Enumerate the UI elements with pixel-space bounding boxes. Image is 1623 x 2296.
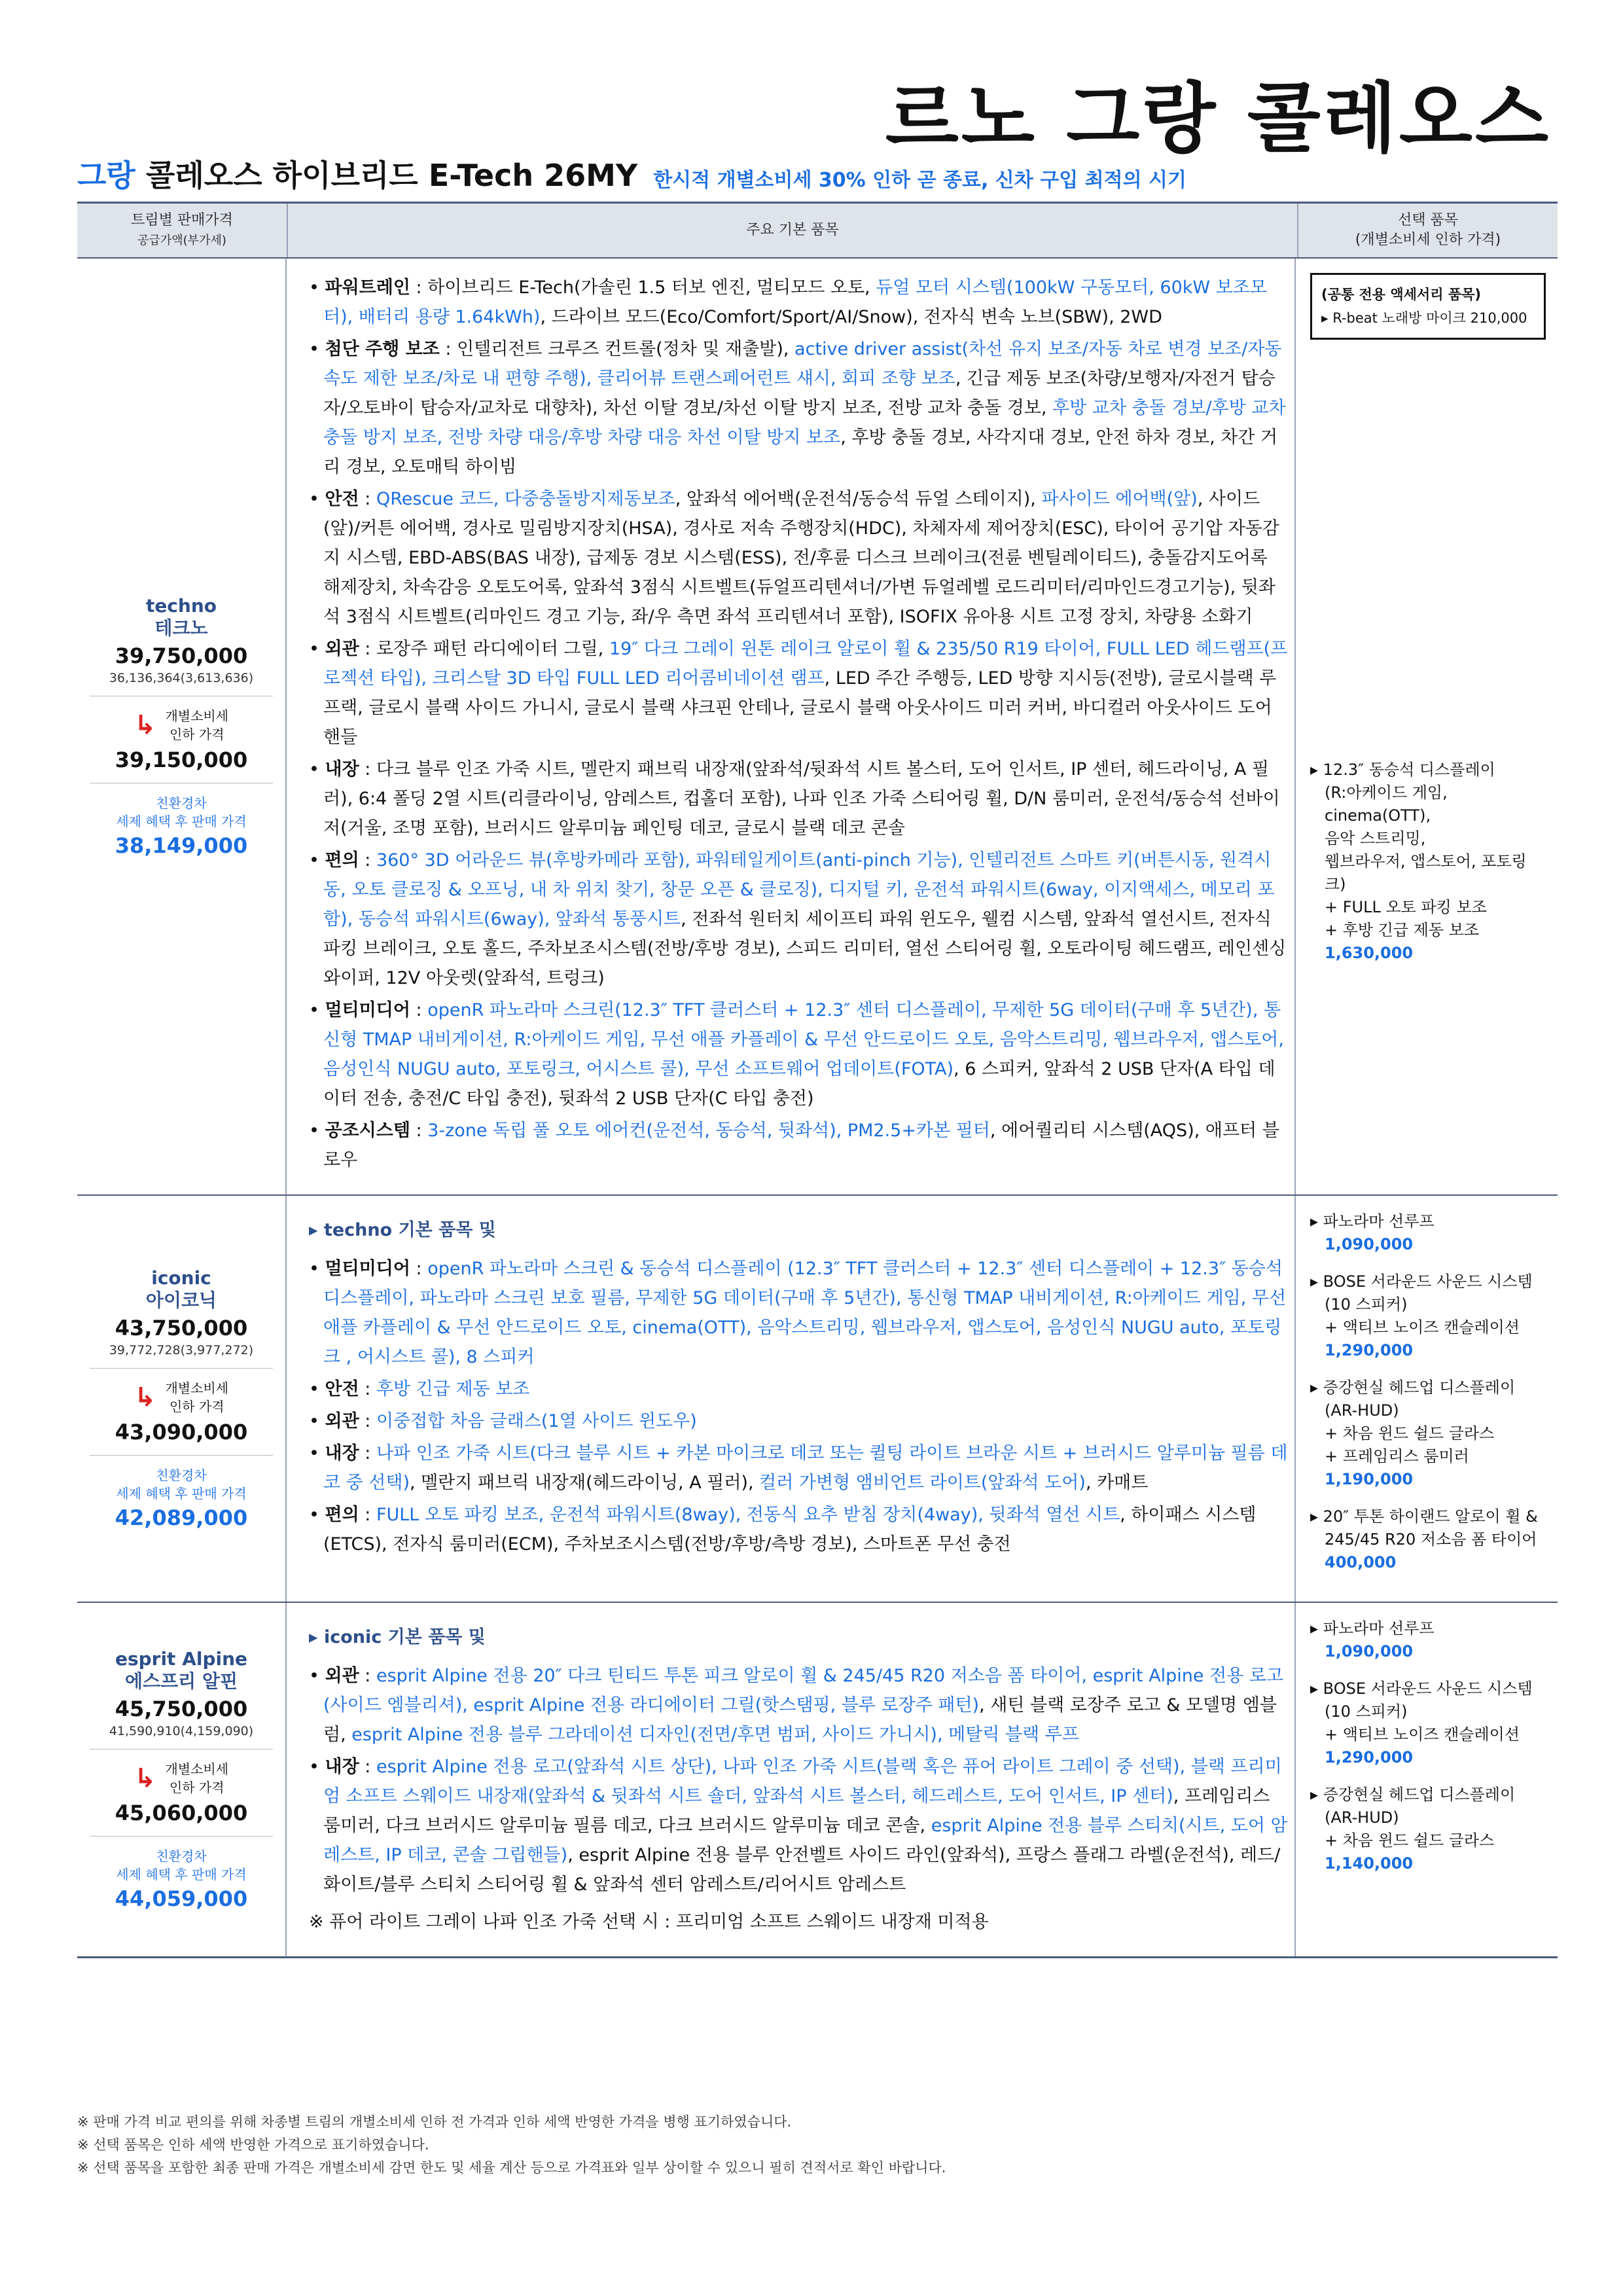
alpine-note: ※ 퓨어 라이트 그레이 나파 인조 가죽 선택 시 : 프리미엄 소프트 스웨이드 내장재 미적용: [309, 1912, 989, 1932]
feature-item: • 안전 : QRescue 코드, 다중충돌방지제동보조, 앞좌석 에어백(운전석/동승석 듀얼 스테이지), 파사이드 에어백(앞), 사이드(앞)/커튼 에어백, 경사로 밀림방지장치(HSA), 경사로 저속 주행장치(HDC), 차체자세 제어장치(ESC), 타이어 공기압 자동감지 시스템, EBD-ABS(BAS 내장), 급제동 경보 시스템(ESS), 전/후륜 디스크 브레이크(전륜 벤틸레이티드), 충돌감지도어록 해제장치, 차속감응 오토도어록, 앞좌석 3점식 시트벨트(듀얼프리텐셔너/가변 듀얼레벨 로드리미터/리마인드경고기능), 뒷좌석 3점식 시트벨트(리마인드 경고 기능, 좌/우 측면 좌석 프리텐셔너 포함), ISOFIX 유아용 시트 고정 장치, 차량용 소화기: [309, 489, 1279, 627]
option-price: 1,290,000: [1325, 1748, 1414, 1767]
feature-item: • 안전 : 후방 긴급 제동 보조: [309, 1379, 530, 1399]
feature-item: • 파워트레인 : 하이브리드 E-Tech(가솔린 1.5 터보 엔진, 멀티모드 오토, 듀얼 모터 시스템(100kW 구동모터, 60kW 보조모터), 배터리 용량 1.64kWh), 드라이브 모드(Eco/Comfort/Sport/AI/Snow), 전자식 변속 노브(SBW), 2WD: [309, 278, 1267, 327]
discount-price: 43,090,000: [90, 1420, 273, 1456]
eco-label: 친환경차 세제 혜택 후 판매 가격: [116, 1848, 247, 1882]
option-price: 400,000: [1325, 1553, 1397, 1571]
feature-item: • 첨단 주행 보조 : 인텔리전트 크루즈 컨트롤(정차 및 재출발), active driver assist(차선 유지 보조/자동 차로 변경 보조/자동 속도 제한 보조/차로 내 편향 주행), 클리어뷰 트랜스페어런트 섀시, 회피 조향 보조, 긴급 제동 보조(차량/보행자/자전거 탑승자/오토바이 탑승자/교차로 대향차), 차선 이탈 경보/차선 이탈 방지 보조, 전방 교차 충돌 경보, 후방 교차 충돌 경보/후방 교차 충돌 방지 보조, 전방 차량 대응/후방 차량 대응 차선 이탈 방지 보조, 후방 충돌 경보, 사각지대 경보, 안전 하차 경보, 차간 거리 경보, 오토매틱 하이빔: [309, 339, 1286, 477]
features-cell: [287, 1603, 1296, 1956]
option-item: ▸ 12.3″ 동승석 디스플레이 (R:아케이드 게임, cinema(OTT), 음악 스트리밍, 웹브라우저, 앱스토어, 포토링크) + FULL 오토 파킹 보조 + 후방 긴급 제동 보조 1,630,000: [1310, 759, 1546, 965]
trim-price-cell: [77, 1196, 287, 1602]
eco-label: 친환경차 세제 혜택 후 판매 가격: [116, 1467, 247, 1501]
subtitle-highlight: 그랑: [77, 158, 135, 193]
feature-item: • 외관 : 이중접합 차음 글래스(1열 사이드 윈도우): [309, 1411, 697, 1431]
option-item: ▸ 20″ 투톤 하이랜드 알로이 휠 & 245/45 R20 저소음 폼 타이어 400,000: [1310, 1505, 1546, 1574]
discount-block: ↳ 개별소비세 인하 가격: [134, 1761, 229, 1795]
options-cell: [1296, 259, 1555, 1194]
brand-title: 르노 그랑 콜레오스: [885, 75, 1551, 163]
trim-price: 45,750,000: [115, 1696, 248, 1721]
eco-label: 친환경차 세제 혜택 후 판매 가격: [116, 795, 247, 829]
eco-price: 44,059,000: [115, 1886, 248, 1911]
trim-price: 39,750,000: [115, 643, 248, 668]
trim-name-en: iconic: [151, 1267, 211, 1289]
trim-supply: 41,590,910(4,159,090): [90, 1724, 273, 1749]
header-price-col: 트림별 판매가격 공급가액(부가세): [77, 204, 288, 257]
subtitle-main: 콜레오스 하이브리드 E-Tech 26MY: [135, 158, 638, 193]
discount-price: 45,060,000: [90, 1801, 273, 1837]
price-table: [77, 202, 1558, 1958]
option-price: 1,140,000: [1325, 1854, 1414, 1873]
feature-item: • 외관 : esprit Alpine 전용 20″ 다크 틴티드 투톤 피크 알로이 휠 & 245/45 R20 저소음 폼 타이어, esprit Alpine 전용 로고(사이드 엠블리셔), esprit Alpine 전용 라디에이터 그릴(핫스탬핑, 블루 로장주 패턴), 새틴 블랙 로장주 로고 & 모델명 엠블럼, esprit Alpine 전용 블루 그라데이션 디자인(전면/후면 범퍼, 사이드 가니시), 메탈릭 블랙 루프: [309, 1666, 1284, 1745]
trim-name-ko: 아이코닉: [145, 1289, 217, 1311]
feature-item: • 편의 : 360° 3D 어라운드 뷰(후방카메라 포함), 파워테일게이트(anti-pinch 기능), 인텔리전트 스마트 키(버튼시동, 원격시동, 오토 클로징 & 오프닝, 내 차 위치 찾기, 창문 오픈 & 클로징), 디지털 키, 운전석 파워시트(6way, 이지액세스, 메모리 포함), 동승석 파워시트(6way), 앞좌석 통풍시트, 전좌석 원터치 세이프티 파워 윈도우, 웰컴 시스템, 앞좌석 열선시트, 전자식 파킹 브레이크, 오토 홀드, 주차보조시스템(전방/후방 경보), 스피드 리미터, 열선 스티어링 휠, 오토라이팅 헤드램프, 레인센싱 와이퍼, 12V 아웃렛(앞좌석, 트렁크): [309, 850, 1287, 988]
trim-supply: 39,772,728(3,977,272): [90, 1343, 273, 1369]
feature-item: • 공조시스템 : 3-zone 독립 풀 오토 에어컨(운전석, 동승석, 뒷좌석), PM2.5+카본 필터, 에어퀄리티 시스템(AQS), 애프터 블로우: [309, 1121, 1279, 1170]
option-price: 1,090,000: [1325, 1235, 1414, 1253]
header-features-col: 주요 기본 품목: [288, 204, 1298, 257]
footnotes: [77, 2111, 946, 2179]
trim-row-techno: [77, 259, 1558, 1196]
trim-name-en: esprit Alpine: [115, 1648, 248, 1670]
eco-price: 38,149,000: [115, 833, 248, 858]
trim-name-en: techno: [145, 595, 217, 617]
feature-item: • 내장 : 나파 인조 가죽 시트(다크 블루 시트 + 카본 마이크로 데코 또는 퀼팅 라이트 브라운 시트 + 브러시드 알루미늄 필름 데코 중 선택), 멜란지 패브릭 내장재(헤드라이닝, A 필러), 컬러 가변형 앰비언트 라이트(앞좌석 도어), 카매트: [309, 1443, 1288, 1493]
features-cell: [287, 259, 1296, 1194]
trim-supply: 36,136,364(3,613,636): [90, 671, 273, 696]
trim-price-cell: [77, 1603, 287, 1956]
trim-name-ko: 에스프리 알핀: [124, 1670, 238, 1692]
discount-block: ↳ 개별소비세 인하 가격: [134, 708, 229, 742]
eco-price: 42,089,000: [115, 1505, 248, 1530]
footnote: ※ 선택 품목을 포함한 최종 판매 가격은 개별소비세 감면 한도 및 세율 계산 등으로 가격표와 일부 상이할 수 있으니 필히 견적서로 확인 바랍니다.: [77, 2160, 946, 2176]
inherit-label: ▸ techno 기본 품목 및: [309, 1220, 496, 1240]
option-price: 1,090,000: [1325, 1642, 1414, 1660]
feature-item: • 외관 : 로장주 패턴 라디에이터 그릴, 19″ 다크 그레이 윈톤 레이크 알로이 휠 & 235/50 R19 타이어, FULL LED 헤드램프(프로젝션 타입), 크리스탈 3D 타입 FULL LED 리어콤비네이션 램프, LED 주간 주행등, LED 방향 지시등(전방), 글로시블랙 루프랙, 글로시 블랙 사이드 가니시, 글로시 블랙 샤크핀 안테나, 글로시 블랙 아웃사이드 미러 커버, 바디컬러 아웃사이드 도어 핸들: [309, 639, 1288, 747]
feature-item: • 멀티미디어 : openR 파노라마 스크린 & 동승석 디스플레이 (12.3″ TFT 클러스터 + 12.3″ 센터 디스플레이 + 12.3″ 동승석 디스플레이, 파노라마 스크린 보호 필름, 무제한 5G 데이터(구매 후 5년간), 통신형 TMAP 내비게이션, R:아케이드 게임, 무선 애플 카플레이 & 무선 안드로이드 오토, cinema(OTT), 음악스트리밍, 웹브라우저, 앱스토어, 음성인식 NUGU auto, 포토링크 , 어시스트 콜), 8 스피커: [309, 1259, 1287, 1367]
trim-name-ko: 테크노: [154, 617, 208, 639]
options-cell: [1296, 1196, 1555, 1602]
inherit-label: ▸ iconic 기본 품목 및: [309, 1627, 486, 1647]
option-item: ▸ BOSE 서라운드 사운드 시스템 (10 스피커) + 액티브 노이즈 캔슬레이션 1,290,000: [1310, 1270, 1546, 1362]
options-cell: [1296, 1603, 1555, 1956]
page-subtitle: [77, 152, 1186, 195]
accessory-box: (공통 전용 액세서리 품목) ▸ R-beat 노래방 마이크 210,000: [1310, 273, 1546, 340]
features-cell: [287, 1196, 1296, 1602]
feature-item: • 내장 : 다크 블루 인조 가죽 시트, 멜란지 패브릭 내장재(앞좌석/뒷좌석 시트 볼스터, 도어 인서트, IP 센터, 헤드라이닝, A 필러), 6:4 폴딩 2열 시트(리클라이닝, 암레스트, 컵홀더 포함), 나파 인조 가죽 스티어링 휠, D/N 룸미러, 운전석/동승석 선바이저(거울, 조명 포함), 브러시드 알루미늄 페인팅 데코, 글로시 블랙 데코 콘솔: [309, 759, 1280, 838]
option-item: ▸ 파노라마 선루프 1,090,000: [1310, 1210, 1546, 1256]
trim-row-alpine: [77, 1603, 1558, 1956]
footnote: ※ 판매 가격 비교 편의를 위해 차종별 트림의 개별소비세 인하 전 가격과 인하 세액 반영한 가격을 병행 표기하였습니다.: [77, 2114, 792, 2130]
discount-price: 39,150,000: [90, 747, 273, 783]
option-item: ▸ 증강현실 헤드업 디스플레이 (AR-HUD) + 차음 윈드 쉴드 글라스 1,140,000: [1310, 1784, 1546, 1875]
trim-price: 43,750,000: [115, 1316, 248, 1340]
option-price: 1,190,000: [1325, 1470, 1414, 1488]
option-item: ▸ 증강현실 헤드업 디스플레이 (AR-HUD) + 차음 윈드 쉴드 글라스 + 프레임리스 룸미러 1,190,000: [1310, 1376, 1546, 1491]
option-item: ▸ 파노라마 선루프 1,090,000: [1310, 1617, 1546, 1663]
table-header: [77, 204, 1558, 259]
arrow-icon: ↳: [134, 710, 156, 740]
header-options-col: 선택 품목 (개별소비세 인하 가격): [1355, 212, 1501, 248]
feature-item: • 내장 : esprit Alpine 전용 로고(앞좌석 시트 상단), 나파 인조 가죽 시트(블랙 혹은 퓨어 라이트 그레이 중 선택), 블랙 프리미엄 소프트 스웨이드 내장재(앞좌석 & 뒷좌석 시트 숄더, 앞좌석 시트 볼스터, 헤드레스트, 도어 인서트, IP 센터), 프레임리스 룸미러, 다크 브러시드 알루미늄 필름 데코, 다크 브러시드 알루미늄 데코 콘솔, esprit Alpine 전용 블루 스티치(시트, 도어 암레스트, IP 데코, 콘솔 그립핸들), esprit Alpine 전용 블루 안전벨트 사이드 라인(앞좌석), 프랑스 플래그 라벨(운전석), 레드/화이트/블루 스티치 스티어링 휠 & 앞좌석 센터 암레스트/리어시트 암레스트: [309, 1757, 1288, 1895]
arrow-icon: ↳: [134, 1763, 156, 1793]
option-price: 1,630,000: [1325, 944, 1414, 962]
feature-item: • 멀티미디어 : openR 파노라마 스크린(12.3″ TFT 클러스터 + 12.3″ 센터 디스플레이, 무제한 5G 데이터(구매 후 5년간), 통신형 TMAP 내비게이션, R:아케이드 게임, 무선 애플 카플레이 & 무선 안드로이드 오토, 음악스트리밍, 웹브라우저, 앱스토어, 음성인식 NUGU auto, 포토링크, 어시스트 콜), 무선 소프트웨어 업데이트(FOTA), 6 스피커, 앞좌석 2 USB 단자(A 타입 데이터 전송, 충전/C 타입 충전), 뒷좌석 2 USB 단자(C 타입 충전): [309, 1000, 1284, 1109]
option-item: ▸ BOSE 서라운드 사운드 시스템 (10 스피커) + 액티브 노이즈 캔슬레이션 1,290,000: [1310, 1677, 1546, 1769]
trim-row-iconic: [77, 1196, 1558, 1603]
arrow-icon: ↳: [134, 1382, 156, 1412]
feature-item: • 편의 : FULL 오토 파킹 보조, 운전석 파워시트(8way), 전동식 요추 받침 장치(4way), 뒷좌석 열선 시트, 하이패스 시스템(ETCS), 전자식 룸미러(ECM), 주차보조시스템(전방/후방/측방 경보), 스마트폰 무선 충전: [309, 1505, 1257, 1554]
discount-block: ↳ 개별소비세 인하 가격: [134, 1380, 229, 1414]
option-price: 1,290,000: [1325, 1341, 1414, 1359]
trim-price-cell: [77, 259, 287, 1194]
footnote: ※ 선택 품목은 인하 세액 반영한 가격으로 표기하였습니다.: [77, 2137, 429, 2153]
promo-text: 한시적 개별소비세 30% 인하 곧 종료, 신차 구입 최적의 시기: [653, 168, 1186, 192]
